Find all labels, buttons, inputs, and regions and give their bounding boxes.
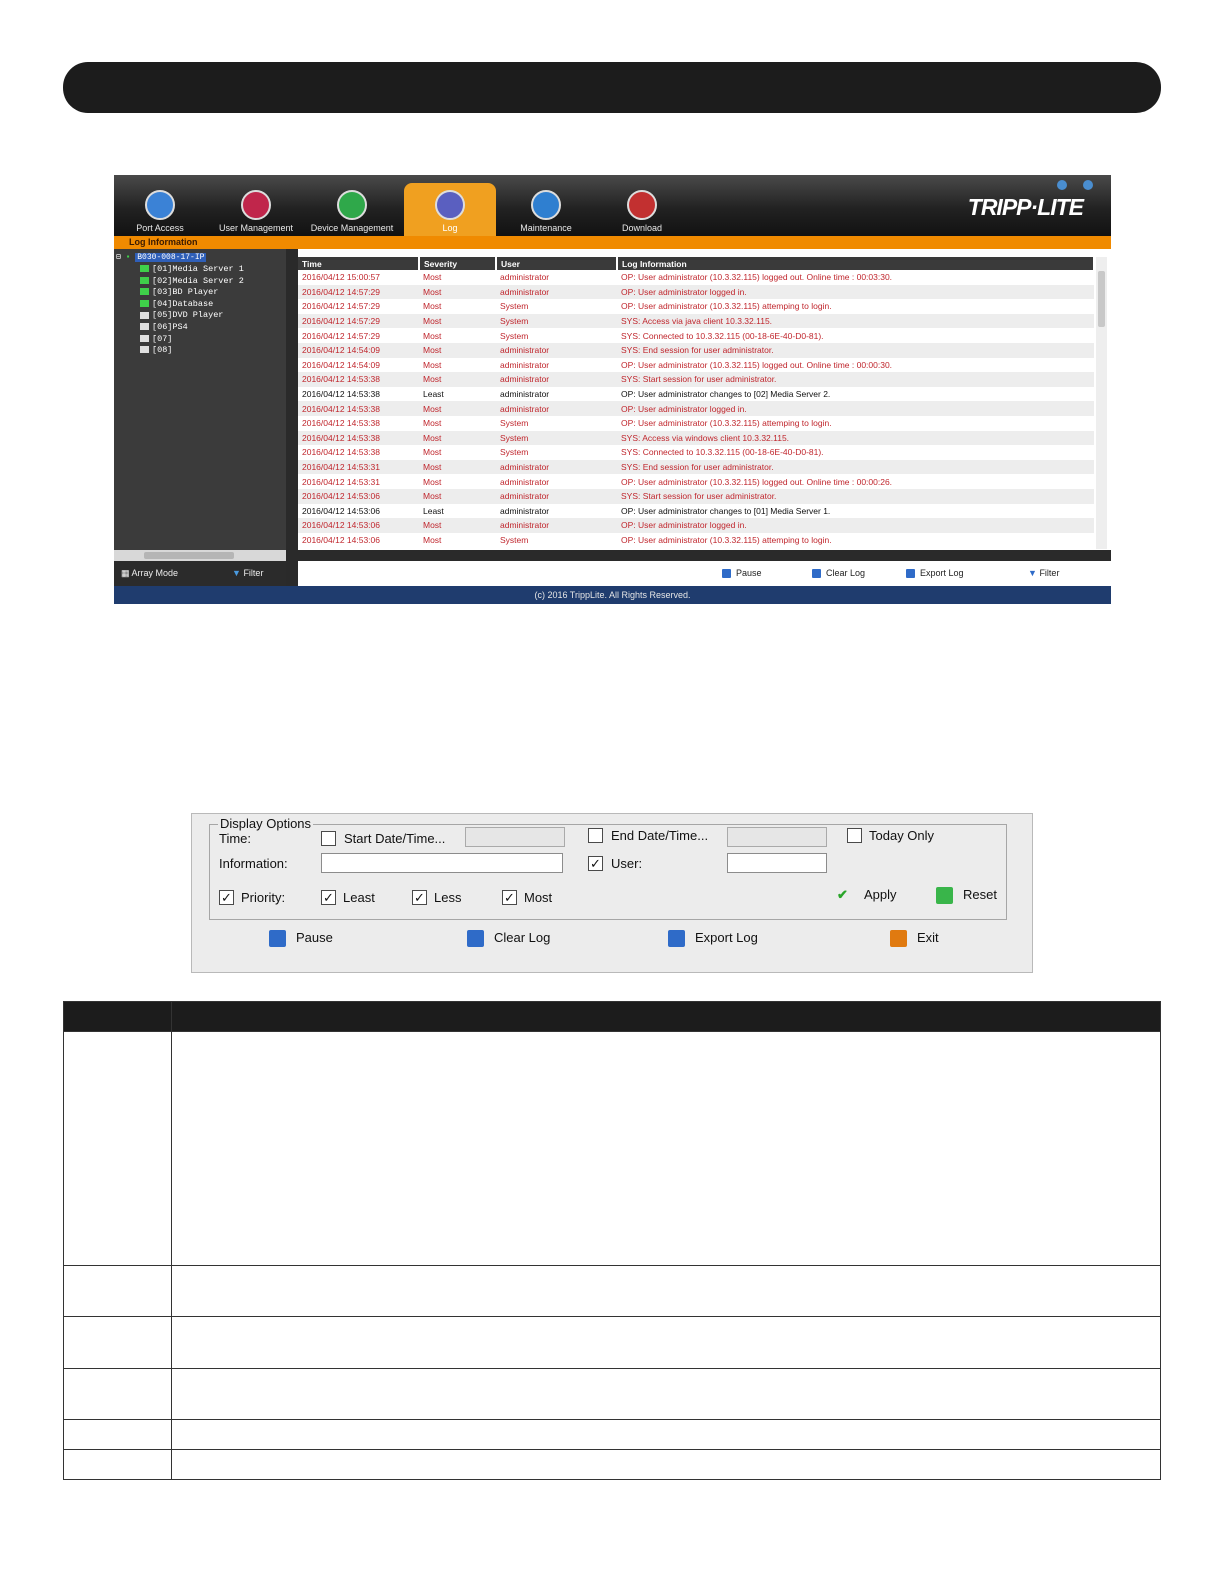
log-user: administrator (496, 372, 617, 387)
port-icon (140, 346, 149, 353)
column-user[interactable]: User (496, 257, 617, 270)
least-label: Least (343, 890, 375, 905)
pause-icon (269, 930, 286, 947)
log-user: System (500, 418, 529, 429)
log-user: System (500, 301, 529, 312)
start-datetime-button[interactable]: Start Date/Time... (344, 831, 446, 846)
log-row[interactable] (298, 518, 1094, 533)
pause-button[interactable]: Pause (269, 930, 333, 947)
tree-port-item[interactable]: [06]PS4 (140, 322, 244, 334)
information-label: Information: (219, 856, 288, 871)
log-row[interactable] (298, 416, 1094, 431)
end-datetime-button[interactable]: End Date/Time... (611, 828, 709, 843)
pause-icon (722, 569, 731, 578)
log-information: SYS: End session for user administrator. (617, 460, 1094, 475)
section-bar (114, 236, 1111, 249)
table-row (64, 1369, 1161, 1420)
log-row[interactable] (298, 401, 1094, 416)
tree-root[interactable]: ⊟ ▪ B030-008-17-IP (116, 253, 205, 262)
port-access-icon (145, 190, 175, 220)
log-row[interactable] (298, 387, 1094, 402)
start-datetime-checkbox[interactable] (321, 831, 336, 846)
priority-label: Priority: (241, 890, 286, 905)
log-screenshot (114, 175, 1111, 604)
log-user: administrator (496, 518, 617, 533)
funnel-icon: ▼ (1028, 568, 1037, 578)
end-datetime-input[interactable] (727, 827, 827, 847)
tree-horizontal-scrollbar[interactable] (114, 550, 286, 561)
log-severity: Most (419, 460, 496, 475)
column-severity[interactable]: Severity (419, 257, 496, 270)
app-header (114, 175, 1111, 236)
log-information: OP: User administrator logged in. (617, 401, 1094, 416)
tree-port-item[interactable]: [05]DVD Player (140, 310, 244, 322)
maintenance-icon (531, 190, 561, 220)
end-datetime-checkbox[interactable] (588, 828, 603, 843)
log-time: 2016/04/12 14:53:38 (298, 431, 419, 446)
column-time[interactable]: Time (298, 257, 419, 270)
log-information: OP: User administrator (10.3.32.115) logged out. Online time : 00:03:30. (621, 272, 893, 283)
log-time: 2016/04/12 15:00:57 (302, 272, 380, 283)
log-information: OP: User administrator logged in. (617, 285, 1094, 300)
table-row (64, 1420, 1161, 1450)
log-row[interactable] (298, 314, 1094, 329)
log-user: System (496, 431, 617, 446)
log-time: 2016/04/12 14:54:09 (298, 343, 419, 358)
trash-icon (467, 930, 484, 947)
export-log-button[interactable]: Export Log (668, 930, 758, 947)
port-icon (140, 300, 149, 307)
log-user: administrator (500, 505, 550, 516)
log-time: 2016/04/12 14:53:38 (302, 389, 380, 400)
download-icon (627, 190, 657, 220)
log-row[interactable] (298, 358, 1094, 373)
log-severity: Most (419, 285, 496, 300)
log-time: 2016/04/12 14:57:29 (302, 301, 380, 312)
tree-filter-button[interactable]: ▼ Filter (232, 568, 264, 578)
port-icon (140, 335, 149, 342)
log-time: 2016/04/12 14:53:38 (298, 401, 419, 416)
log-table-header (298, 257, 1094, 270)
save-icon (668, 930, 685, 947)
less-checkbox[interactable]: ✓ (412, 890, 427, 905)
tree-port-item[interactable]: [04]Database (140, 299, 244, 311)
log-icon (435, 190, 465, 220)
log-time: 2016/04/12 14:53:06 (302, 534, 380, 545)
log-row[interactable] (298, 460, 1094, 475)
user-label: User: (611, 856, 643, 871)
port-icon (140, 277, 149, 284)
most-checkbox[interactable]: ✓ (502, 890, 517, 905)
log-time: 2016/04/12 14:57:29 (298, 314, 419, 329)
tab-user-management[interactable]: User Management (210, 183, 302, 236)
log-information: OP: User administrator logged in. (617, 518, 1094, 533)
log-time: 2016/04/12 14:53:31 (302, 476, 380, 487)
log-severity: Most (423, 476, 442, 487)
port-tree (114, 249, 286, 550)
log-time: 2016/04/12 14:53:38 (302, 447, 380, 458)
log-row[interactable] (298, 270, 1094, 285)
tree-port-item[interactable]: [08] (140, 345, 244, 357)
log-severity: Most (419, 343, 496, 358)
grid-icon: ▦ (121, 568, 130, 578)
log-row[interactable] (298, 299, 1094, 314)
log-severity: Most (419, 431, 496, 446)
log-user: administrator (500, 476, 550, 487)
log-user: administrator (500, 359, 550, 370)
log-severity: Most (419, 518, 496, 533)
log-user: System (500, 330, 529, 341)
log-user: System (496, 314, 617, 329)
information-input[interactable] (321, 853, 563, 873)
table-header-cell (64, 1002, 172, 1032)
most-label: Most (524, 890, 553, 905)
user-checkbox[interactable]: ✓ (588, 856, 603, 871)
log-row[interactable] (298, 328, 1094, 343)
log-row[interactable] (298, 504, 1094, 519)
log-filter-button[interactable]: ▼ Filter (1028, 568, 1060, 578)
priority-checkbox[interactable]: ✓ (219, 890, 234, 905)
log-severity: Most (423, 330, 442, 341)
port-icon (140, 323, 149, 330)
display-options-legend: Display Options (220, 816, 312, 831)
log-time: 2016/04/12 14:53:38 (302, 418, 380, 429)
tab-download[interactable]: Download (596, 183, 688, 236)
log-severity: Most (419, 372, 496, 387)
log-row[interactable] (298, 431, 1094, 446)
log-export-button[interactable]: Export Log (906, 568, 964, 578)
log-list-panel (298, 249, 1111, 550)
log-information: OP: User administrator (10.3.32.115) attemping to login. (621, 534, 832, 545)
table-row (64, 1317, 1161, 1369)
tree-port-item[interactable]: [01]Media Server 1 (140, 264, 244, 276)
log-severity: Least (423, 505, 444, 516)
time-label: Time: (219, 831, 252, 846)
start-datetime-input[interactable] (465, 827, 565, 847)
log-severity: Least (423, 389, 444, 400)
tree-port-item[interactable]: [07] (140, 334, 244, 346)
log-time: 2016/04/12 14:53:06 (302, 505, 380, 516)
today-only-checkbox[interactable] (847, 828, 862, 843)
trash-icon (812, 569, 821, 578)
log-time: 2016/04/12 14:54:09 (302, 359, 380, 370)
log-row[interactable] (298, 474, 1094, 489)
display-options-dialog (191, 813, 1033, 973)
close-icon[interactable] (1083, 180, 1093, 190)
log-severity: Most (423, 447, 442, 458)
log-user: administrator (496, 285, 617, 300)
log-user: administrator (496, 343, 617, 358)
least-checkbox[interactable]: ✓ (321, 890, 336, 905)
log-information: SYS: Connected to 10.3.32.115 (00-18-6E-40-D0-81). (621, 447, 824, 458)
log-vertical-scrollbar[interactable] (1096, 257, 1107, 549)
log-user: administrator (500, 389, 550, 400)
log-row[interactable] (298, 372, 1094, 387)
tab-maintenance[interactable]: Maintenance (500, 183, 592, 236)
exit-door-icon (890, 930, 907, 947)
funnel-icon: ▼ (232, 568, 241, 578)
log-information: SYS: Access via windows client 10.3.32.115. (617, 431, 1094, 446)
parameter-table (63, 1001, 1161, 1480)
copyright: (c) 2016 TrippLite. All Rights Reserved. (114, 586, 1111, 604)
log-information: OP: User administrator changes to [02] Media Server 2. (621, 389, 831, 400)
minimize-icon[interactable] (1057, 180, 1067, 190)
log-time: 2016/04/12 14:57:29 (298, 285, 419, 300)
log-information: OP: User administrator (10.3.32.115) logged out. Online time : 00:00:30. (621, 359, 893, 370)
page-header-banner (63, 62, 1161, 113)
log-user: administrator (496, 460, 617, 475)
log-row[interactable] (298, 285, 1094, 300)
log-table (298, 257, 1095, 547)
reset-icon (936, 887, 953, 904)
log-time: 2016/04/12 14:53:06 (298, 489, 419, 504)
apply-button[interactable]: ✔ Apply (837, 887, 897, 903)
table-header-row (64, 1002, 1161, 1032)
today-only-label: Today Only (869, 828, 935, 843)
reset-button[interactable]: Reset (936, 887, 997, 904)
log-severity: Most (419, 401, 496, 416)
log-row[interactable] (298, 343, 1094, 358)
log-severity: Most (423, 359, 442, 370)
table-header-cell (172, 1002, 1161, 1032)
log-severity: Most (419, 314, 496, 329)
tab-port-access[interactable]: Port Access (114, 183, 206, 236)
log-user: administrator (496, 489, 617, 504)
log-severity: Most (423, 418, 442, 429)
log-footer (298, 561, 1111, 586)
exit-button[interactable]: Exit (890, 930, 939, 947)
save-icon (906, 569, 915, 578)
tab-device-management[interactable]: Device Management (306, 183, 398, 236)
log-user: System (500, 534, 529, 545)
clear-log-button[interactable]: Clear Log (467, 930, 550, 947)
port-icon (140, 288, 149, 295)
array-mode-button[interactable]: ▦ Array Mode (121, 568, 179, 578)
log-severity: Most (423, 272, 442, 283)
log-row[interactable] (298, 533, 1094, 548)
log-information: SYS: Start session for user administrator. (617, 489, 1094, 504)
tab-log[interactable]: Log (404, 183, 496, 236)
brand-logo: TRIPP·LITE (967, 194, 1083, 220)
log-time: 2016/04/12 14:53:31 (298, 460, 419, 475)
log-information: OP: User administrator (10.3.32.115) attemping to login. (621, 301, 832, 312)
log-information: SYS: Access via java client 10.3.32.115. (617, 314, 1094, 329)
log-time: 2016/04/12 14:53:06 (298, 518, 419, 533)
port-icon (140, 312, 149, 319)
table-row (64, 1266, 1161, 1317)
table-row (64, 1450, 1161, 1480)
log-time: 2016/04/12 14:53:38 (298, 372, 419, 387)
tree-port-list (140, 264, 244, 357)
less-label: Less (434, 890, 462, 905)
log-information: OP: User administrator (10.3.32.115) attemping to login. (621, 418, 832, 429)
tree-port-item[interactable]: [02]Media Server 2 (140, 276, 244, 288)
log-information: SYS: End session for user administrator. (617, 343, 1094, 358)
log-user: administrator (496, 401, 617, 416)
device-management-icon (337, 190, 367, 220)
log-severity: Most (423, 301, 442, 312)
log-row[interactable] (298, 445, 1094, 460)
log-information: SYS: Connected to 10.3.32.115 (00-18-6E-40-D0-81). (621, 330, 824, 341)
log-time: 2016/04/12 14:57:29 (302, 330, 380, 341)
log-information: SYS: Start session for user administrator. (617, 372, 1094, 387)
log-user: administrator (500, 272, 550, 283)
tree-footer (114, 561, 286, 586)
log-information: OP: User administrator (10.3.32.115) logged out. Online time : 00:00:26. (621, 476, 893, 487)
section-title: Log Information (129, 237, 198, 247)
port-icon (140, 265, 149, 272)
log-severity: Most (423, 534, 442, 545)
log-clear-button[interactable]: Clear Log (812, 568, 865, 578)
log-row[interactable] (298, 489, 1094, 504)
log-pause-button[interactable]: Pause (722, 568, 762, 578)
table-row (64, 1032, 1161, 1266)
log-severity: Most (419, 489, 496, 504)
checkmark-icon: ✔ (837, 887, 848, 903)
log-information: OP: User administrator changes to [01] Media Server 1. (621, 505, 831, 516)
column-log-information[interactable]: Log Information (617, 257, 1094, 270)
log-user: System (500, 447, 529, 458)
tree-port-item[interactable]: [03]BD Player (140, 287, 244, 299)
user-input[interactable] (727, 853, 827, 873)
user-management-icon (241, 190, 271, 220)
